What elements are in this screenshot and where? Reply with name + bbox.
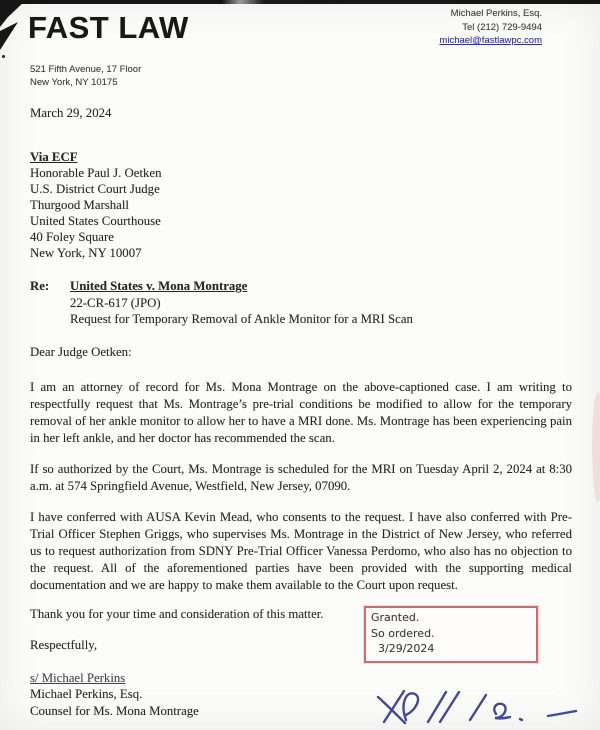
letterhead-top-bar: [0, 0, 600, 4]
stamp-line-granted: Granted.: [371, 611, 420, 624]
scan-smudge: [592, 392, 600, 502]
re-label: Re:: [30, 279, 50, 293]
recipient-line: United States Courthouse: [30, 214, 161, 228]
delivery-method: Via ECF: [30, 150, 78, 164]
counsel-line: Counsel for Ms. Mona Montrage: [30, 703, 199, 718]
logo-dot: [2, 55, 5, 58]
attorney-email-link[interactable]: michael@fastlawpc.com: [439, 35, 542, 46]
firm-address: [30, 64, 141, 89]
handwritten-signature: [372, 686, 582, 730]
body-paragraph-1: I am an attorney of record for Ms. Mona Montrage on the above-captioned case. I am writing to respectfully request that Ms. Montrage’s pre-trial conditions be modified to allow for the temporary removal of her ankle monitor to allow her to have a MRI done. Ms. Montrage has been experiencing pain in her left ankle, and her doctor has recommended the scan.: [30, 379, 572, 445]
re-block: [30, 278, 572, 328]
recipient-address: [30, 149, 572, 261]
re-subject: Request for Temporary Removal of Ankle Monitor for a MRI Scan: [70, 312, 413, 327]
recipient-line: 40 Foley Square: [30, 230, 114, 244]
recipient-line: U.S. District Court Judge: [30, 182, 160, 196]
valediction: Respectfully,: [30, 637, 98, 652]
stamp-line-date: 3/29/2024: [378, 642, 435, 655]
recipient-line: Thurgood Marshall: [30, 198, 129, 212]
body-paragraph-2: If so authorized by the Court, Ms. Montrage is scheduled for the MRI on Tuesday April 2, 2024 at 8:30 a.m. at 574 Springfield Avenue, Westfield, New Jersey, 07090.: [30, 461, 572, 493]
stamp-line-so-ordered: So ordered.: [371, 626, 435, 640]
attorney-name: Michael Perkins, Esq.: [450, 8, 542, 19]
recipient-line: Honorable Paul J. Oetken: [30, 166, 162, 180]
signature-s-line: s/ Michael Perkins: [30, 670, 126, 685]
recipient-line: New York, NY 10007: [30, 246, 142, 260]
firm-name: FAST LAW: [28, 10, 189, 45]
attorney-name-line: Michael Perkins, Esq.: [30, 687, 143, 702]
granted-stamp: [364, 606, 538, 663]
firm-logo-bolt-icon: [0, 0, 28, 58]
firm-address-line1: 521 Fifth Avenue, 17 Floor: [30, 64, 142, 75]
letter-date: March 29, 2024: [30, 106, 112, 120]
closing-thanks: Thank you for your time and consideration of this matter.: [30, 606, 324, 621]
attorney-phone: Tel (212) 729-9494: [462, 21, 542, 33]
body-paragraph-3: I have conferred with AUSA Kevin Mead, who consents to the request. I have also conferred with Pre-Trial Officer Stephen Griggs, who supervises Ms. Montrage in the District of New Jersey, who referred us to request authorization from SDNY Pre-Trial Officer Vanessa Perdomo, who also has no objection to the request. All of the aforementioned parties have been provided with the supporting medical documentation and we are happy to make them available to the Court upon request.: [30, 509, 572, 592]
firm-address-line2: New York, NY 10175: [30, 76, 118, 88]
attorney-contact-block: [439, 7, 542, 48]
case-number: 22-CR-617 (JPO): [70, 295, 161, 310]
salutation: Dear Judge Oetken:: [30, 344, 132, 359]
case-name: United States v. Mona Montrage: [70, 279, 248, 293]
